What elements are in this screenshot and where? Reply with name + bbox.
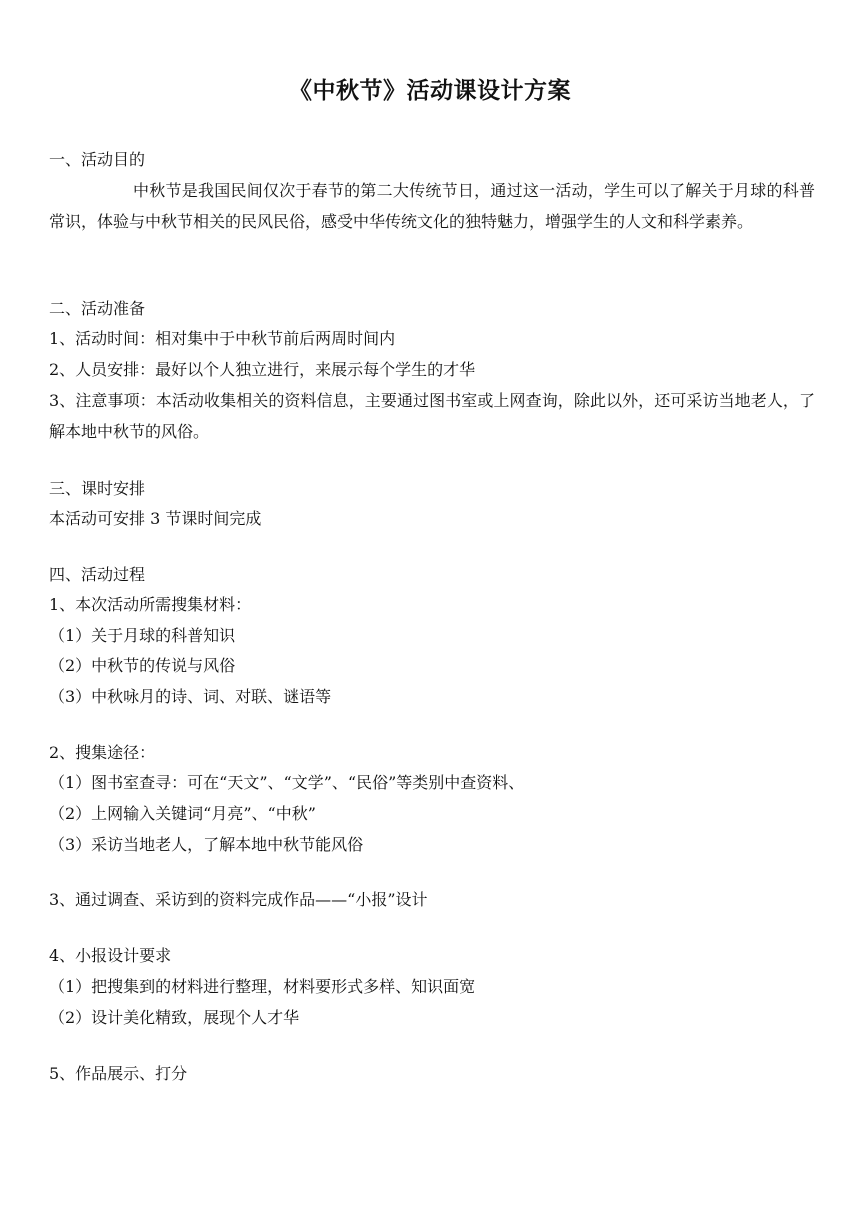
purpose-paragraph: 中秋节是我国民间仅次于春节的第二大传统节日，通过这一活动，学生可以了解关于月球的科普常识，体验与中秋节相关的民风民俗，感受中华传统文化的独特魅力，增强学生的人文和科学素养。 — [49, 181, 815, 231]
preparation-item-time: 1、活动时间：相对集中于中秋节前后两周时间内 — [49, 329, 396, 348]
document-title: 《中秋节》活动课设计方案 — [289, 78, 571, 104]
section-heading-process: 四、活动过程 — [49, 565, 146, 584]
step-newspaper-design: 3、通过调查、采访到的资料完成作品——“小报”设计 — [49, 890, 428, 909]
channels-item: （3）采访当地老人，了解本地中秋节能风俗 — [49, 835, 364, 854]
preparation-item-staffing: 2、人员安排：最好以个人独立进行，来展示每个学生的才华 — [49, 360, 476, 379]
materials-item: （3）中秋咏月的诗、词、对联、谜语等 — [49, 687, 332, 706]
materials-heading: 1、本次活动所需搜集材料： — [49, 595, 252, 614]
design-requirements-heading: 4、小报设计要求 — [49, 946, 172, 965]
design-requirements-item: （2）设计美化精致，展现个人才华 — [49, 1008, 300, 1027]
materials-item: （2）中秋节的传说与风俗 — [49, 656, 236, 675]
channels-item: （2）上网输入关键词“月亮”、“中秋” — [49, 804, 316, 823]
step-display-scoring: 5、作品展示、打分 — [49, 1064, 188, 1083]
channels-item: （1）图书室查寻：可在“天文”、“文学”、“民俗”等类别中查资料、 — [49, 773, 525, 792]
materials-item: （1）关于月球的科普知识 — [49, 626, 236, 645]
section-heading-preparation: 二、活动准备 — [49, 299, 146, 318]
design-requirements-item: （1）把搜集到的材料进行整理，材料要形式多样、知识面宽 — [49, 977, 476, 996]
section-heading-purpose: 一、活动目的 — [49, 150, 146, 169]
preparation-item-notes: 3、注意事项：本活动收集相关的资料信息，主要通过图书室或上网查询，除此以外，还可采访当地老人，了解本地中秋节的风俗。 — [49, 391, 815, 441]
section-heading-schedule: 三、课时安排 — [49, 479, 146, 498]
channels-heading: 2、搜集途径： — [49, 743, 156, 762]
schedule-text: 本活动可安排 3 节课时间完成 — [49, 509, 262, 528]
